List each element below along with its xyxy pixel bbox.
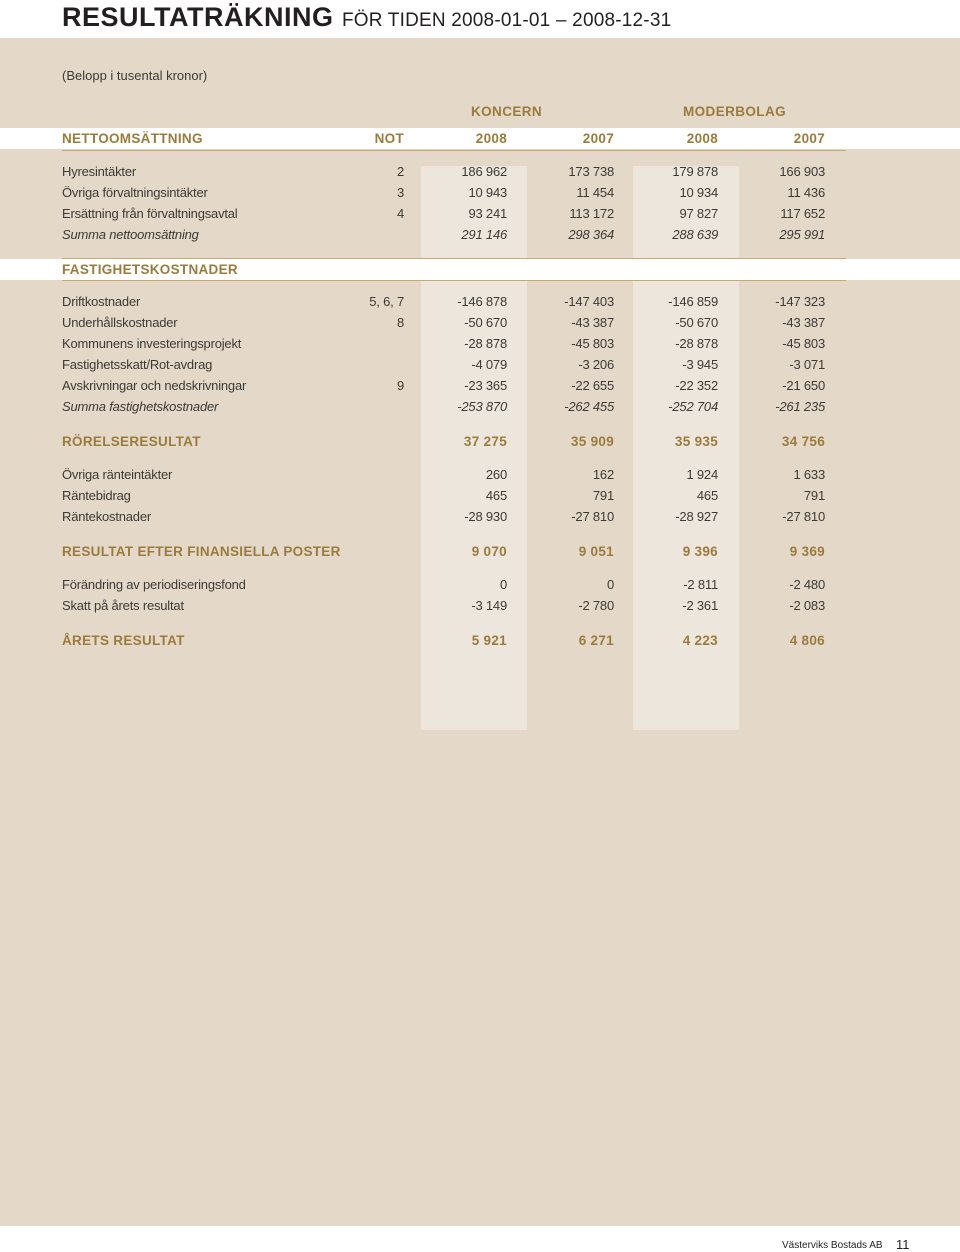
row-value: -28 927 bbox=[675, 509, 718, 524]
row-value: -261 235 bbox=[775, 399, 825, 414]
table-row bbox=[0, 595, 960, 616]
column-header-row bbox=[0, 128, 960, 149]
table-row bbox=[0, 312, 960, 333]
total-row-rorelseresultat bbox=[0, 431, 960, 452]
row-value: 117 652 bbox=[780, 206, 825, 221]
subtotal-row bbox=[0, 224, 960, 245]
row-value: 465 bbox=[485, 488, 507, 503]
row-value: -2 480 bbox=[789, 577, 825, 592]
row-value: 173 738 bbox=[568, 164, 614, 179]
page-number: 11 bbox=[896, 1237, 910, 1252]
row-value: 791 bbox=[803, 488, 825, 503]
row-label: Summa fastighetskostnader bbox=[62, 399, 219, 414]
row-value: -3 071 bbox=[789, 357, 825, 372]
row-value: 93 241 bbox=[468, 206, 507, 221]
row-value: 6 271 bbox=[578, 633, 614, 648]
header-bottom-rule bbox=[62, 150, 846, 151]
table-row bbox=[0, 354, 960, 375]
row-label: Övriga förvaltningsintäkter bbox=[62, 185, 208, 200]
row-value: -3 945 bbox=[682, 357, 718, 372]
row-value: -43 387 bbox=[571, 315, 614, 330]
table-row bbox=[0, 203, 960, 224]
row-value: -2 361 bbox=[682, 598, 718, 613]
row-value: 9 051 bbox=[578, 544, 614, 559]
row-value: -2 811 bbox=[683, 577, 718, 592]
header-label: NETTOOMSÄTTNING bbox=[62, 131, 203, 146]
row-value: 10 943 bbox=[468, 185, 507, 200]
row-value: 162 bbox=[592, 467, 614, 482]
table-row bbox=[0, 375, 960, 396]
row-label: Räntekostnader bbox=[62, 509, 151, 524]
row-value: 5 921 bbox=[471, 633, 507, 648]
amount-note: (Belopp i tusental kronor) bbox=[62, 68, 208, 83]
total-row-resultat-efter-finansiella bbox=[0, 541, 960, 562]
row-label: Förändring av periodiseringsfond bbox=[62, 577, 246, 592]
header-year: 2008 bbox=[686, 131, 718, 146]
row-value: -22 655 bbox=[571, 378, 614, 393]
row-not: 5, 6, 7 bbox=[369, 294, 404, 309]
row-label: RESULTAT EFTER FINANSIELLA POSTER bbox=[62, 544, 341, 559]
row-value: -21 650 bbox=[782, 378, 825, 393]
section-heading-row bbox=[0, 259, 960, 280]
row-value: 295 991 bbox=[779, 227, 825, 242]
row-label: Skatt på årets resultat bbox=[62, 598, 184, 613]
row-value: -253 870 bbox=[457, 399, 507, 414]
row-label: Ersättning från förvaltningsavtal bbox=[62, 206, 238, 221]
row-value: 0 bbox=[499, 577, 507, 592]
header-year: 2007 bbox=[793, 131, 825, 146]
row-value: -2 083 bbox=[789, 598, 825, 613]
row-label: Underhållskostnader bbox=[62, 315, 178, 330]
row-value: 34 756 bbox=[781, 434, 825, 449]
table-row bbox=[0, 161, 960, 182]
row-label: Kommunens investeringsprojekt bbox=[62, 336, 242, 351]
row-value: 11 454 bbox=[576, 185, 614, 200]
row-value: -147 403 bbox=[564, 294, 614, 309]
row-label: Driftkostnader bbox=[62, 294, 141, 309]
table-row bbox=[0, 291, 960, 312]
row-value: 260 bbox=[485, 467, 507, 482]
row-value: -3 149 bbox=[471, 598, 507, 613]
row-value: 37 275 bbox=[463, 434, 507, 449]
row-value: 11 436 bbox=[787, 185, 825, 200]
row-value: -147 323 bbox=[775, 294, 825, 309]
row-value: 291 146 bbox=[461, 227, 507, 242]
row-label: Fastighetsskatt/Rot-avdrag bbox=[62, 357, 213, 372]
table-row bbox=[0, 333, 960, 354]
table-row bbox=[0, 182, 960, 203]
row-value: 9 396 bbox=[682, 544, 718, 559]
row-label: Övriga ränteintäkter bbox=[62, 467, 173, 482]
row-value: -252 704 bbox=[668, 399, 718, 414]
row-value: 10 934 bbox=[679, 185, 718, 200]
section-bottom-rule bbox=[62, 280, 846, 281]
row-label: RÖRELSERESULTAT bbox=[62, 434, 201, 449]
row-value: 166 903 bbox=[779, 164, 825, 179]
page-header bbox=[0, 0, 960, 38]
row-value: 0 bbox=[606, 577, 614, 592]
row-value: 1 924 bbox=[686, 467, 718, 482]
row-value: -28 878 bbox=[675, 336, 718, 351]
row-value: -28 878 bbox=[464, 336, 507, 351]
row-value: -262 455 bbox=[564, 399, 614, 414]
row-value: -43 387 bbox=[782, 315, 825, 330]
row-label: Hyresintäkter bbox=[62, 164, 136, 179]
total-row-arets-resultat bbox=[0, 630, 960, 651]
page-title bbox=[62, 2, 671, 33]
row-value: -22 352 bbox=[675, 378, 718, 393]
row-label: ÅRETS RESULTAT bbox=[62, 633, 185, 648]
table-row bbox=[0, 485, 960, 506]
row-value: -23 365 bbox=[464, 378, 507, 393]
row-value: -28 930 bbox=[464, 509, 507, 524]
row-not: 4 bbox=[396, 206, 404, 221]
table-row bbox=[0, 574, 960, 595]
row-value: 179 878 bbox=[672, 164, 718, 179]
row-value: 113 172 bbox=[569, 206, 614, 221]
section-heading: FASTIGHETSKOSTNADER bbox=[62, 262, 238, 277]
header-not: NOT bbox=[374, 131, 404, 146]
row-value: -50 670 bbox=[464, 315, 507, 330]
row-not: 2 bbox=[396, 164, 404, 179]
row-value: 35 909 bbox=[570, 434, 614, 449]
row-label: Summa nettoomsättning bbox=[62, 227, 199, 242]
row-value: -3 206 bbox=[578, 357, 614, 372]
table-row bbox=[0, 464, 960, 485]
group-heading-koncern: KONCERN bbox=[471, 104, 543, 119]
row-value: -146 878 bbox=[457, 294, 507, 309]
row-value: 298 364 bbox=[568, 227, 614, 242]
row-value: 4 806 bbox=[789, 633, 825, 648]
title-main: RESULTATRÄKNING bbox=[62, 2, 334, 32]
subtotal-row bbox=[0, 396, 960, 417]
row-value: -45 803 bbox=[571, 336, 614, 351]
row-value: -146 859 bbox=[668, 294, 718, 309]
group-heading-moderbolag: MODERBOLAG bbox=[683, 104, 786, 119]
row-value: 9 070 bbox=[471, 544, 507, 559]
row-not: 8 bbox=[396, 315, 404, 330]
header-year: 2008 bbox=[475, 131, 507, 146]
row-label: Avskrivningar och nedskrivningar bbox=[62, 378, 247, 393]
row-value: 97 827 bbox=[679, 206, 718, 221]
row-value: 9 369 bbox=[789, 544, 825, 559]
row-value: 1 633 bbox=[793, 467, 825, 482]
row-value: 4 223 bbox=[682, 633, 718, 648]
footer-company: Västerviks Bostads AB bbox=[782, 1240, 883, 1251]
row-value: 288 639 bbox=[672, 227, 718, 242]
row-value: 791 bbox=[592, 488, 614, 503]
row-value: -45 803 bbox=[782, 336, 825, 351]
row-value: 35 935 bbox=[674, 434, 718, 449]
table-row bbox=[0, 506, 960, 527]
row-value: -2 780 bbox=[578, 598, 614, 613]
header-year: 2007 bbox=[582, 131, 614, 146]
row-value: -27 810 bbox=[782, 509, 825, 524]
row-value: -27 810 bbox=[571, 509, 614, 524]
row-not: 9 bbox=[396, 378, 404, 393]
row-not: 3 bbox=[396, 185, 404, 200]
title-period: FÖR TIDEN 2008-01-01 – 2008-12-31 bbox=[341, 10, 672, 31]
row-value: 186 962 bbox=[461, 164, 507, 179]
row-value: 465 bbox=[696, 488, 718, 503]
row-value: -4 079 bbox=[471, 357, 507, 372]
row-label: Räntebidrag bbox=[62, 488, 131, 503]
row-value: -50 670 bbox=[675, 315, 718, 330]
